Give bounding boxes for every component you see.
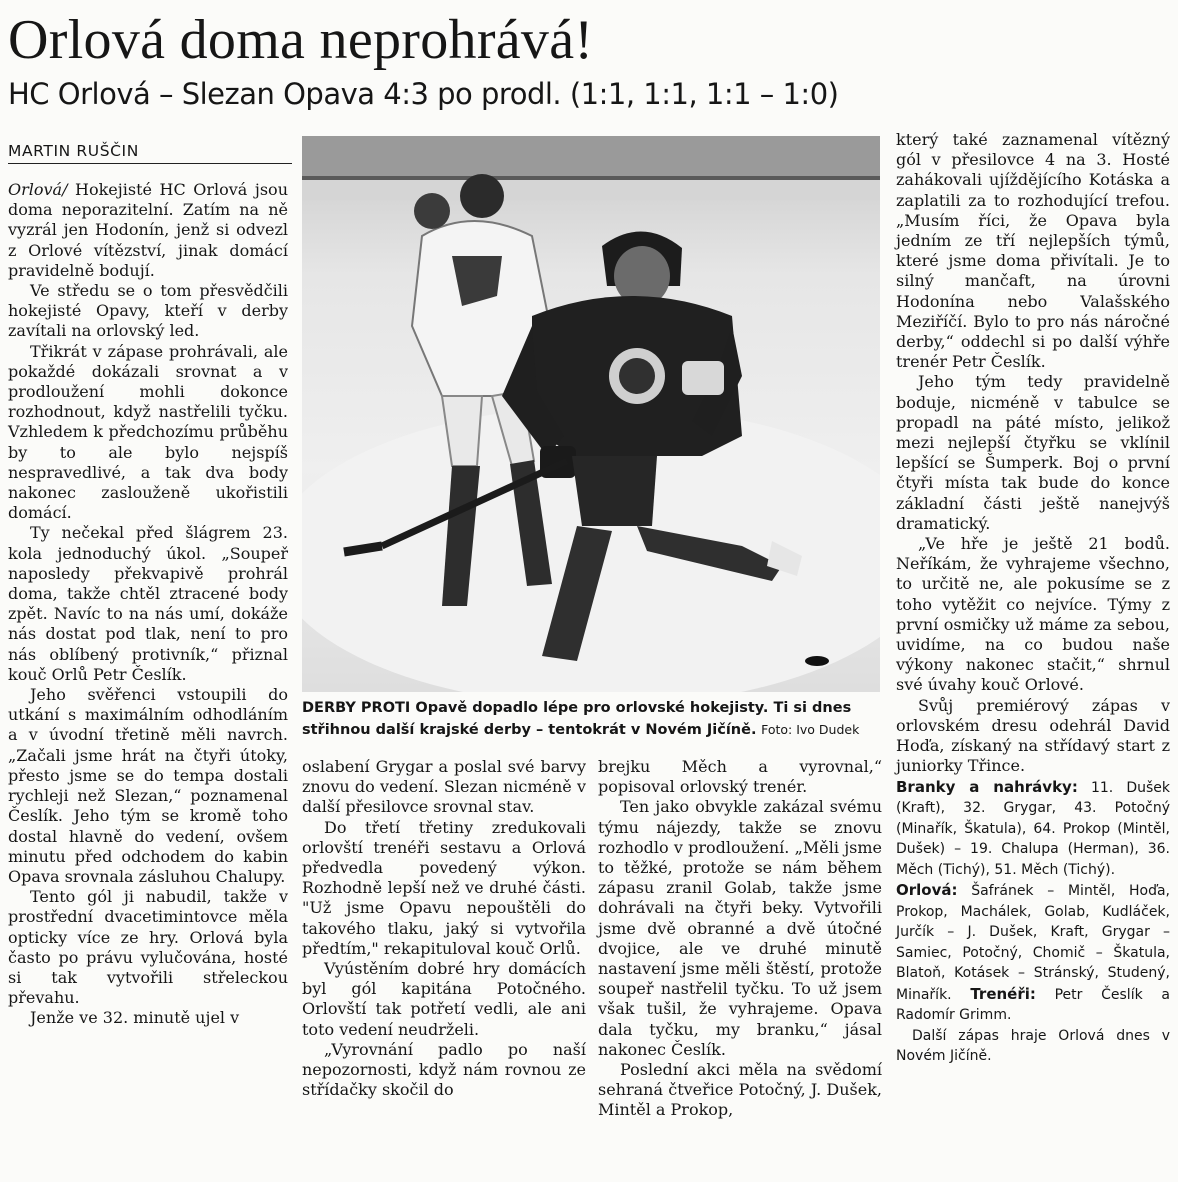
byline-divider: [8, 163, 292, 164]
paragraph: Třikrát v zápase prohrávali, ale pokaždé dokázali srovnat a v prodloužení mohli dokonce rozhodnout, když nastřelili tyčku. Vzhledem k předchozímu průběhu by to ale bylo nejspíš nespravedlivé, a tak dva body nakonec zaslouženě ukořistili domácí.: [8, 341, 288, 523]
paragraph: Tento gól ji nabudil, takže v prostřední dvacetimintovce měla opticky více ze hry. Orlová byla často po právu vylučována, hosté si tak vytvořili střeleckou převahu.: [8, 887, 288, 1008]
headline: Orlová doma neprohrává!: [8, 9, 594, 71]
subheadline-score: HC Orlová – Slezan Opava 4:3 po prodl. (1:1, 1:1, 1:1 – 1:0): [8, 77, 839, 111]
paragraph: Ty nečekal před šlágrem 23. kola jednoduchý úkol. „Soupeř naposledy překvapivě prohrál doma, takže chtěl ztracené body zpět. Navíc to na nás umí, dokáže nás dostat pod tlak, není to pro nás oblíbený protivník,“ přiznal kouč Orlů Petr Česlík.: [8, 523, 288, 684]
dateline: Orlová/: [8, 180, 68, 199]
match-lineup: [896, 880, 1170, 1026]
paragraph: „Ve hře je ještě 21 bodů. Neříkám, že vyhrajeme všechno, to určitě ne, ale pokusíme se z toho vytěžit co nejvíce. Týmy z první osmičky už máme za sebou, uvidíme, na co budou naše výkony nakonec stačit,“ shrnul své úvahy kouč Orlové.: [896, 534, 1170, 695]
hockey-photo: [302, 136, 880, 692]
paragraph: „Vyrovnání padlo po naší nepozornosti, když nám rovnou ze střídačky skočil do: [302, 1039, 586, 1100]
paragraph-text: Hokejisté HC Orlová jsou doma neporazitelní. Zatím na ně vyzrál jen Hodonín, jenž si odvezl z Orlové vítězství, jinak domácí pravidelně bodují.: [8, 180, 288, 280]
paragraph: Jeho tým tedy pravidelně boduje, nicméně v tabulce se propadl na páté místo, jelikož mezi nejlepší čtyřku se vklínil lepšící se Šumperk. Boj o první čtyři místa tak bude do konce základní části ještě nanejvýš dramatický.: [896, 372, 1170, 533]
photo-caption: [302, 698, 882, 741]
paragraph: který také zaznamenal vítězný gól v přesilovce 4 na 3. Hosté zahákovali ujíždějícího Kotáska a zaplatili za to rozhodující trefou. „Musím říci, že Opava byla jedním ze tří nejlepších týmů, které jsme doma přivítali. Je to silný mančaft, na úrovni Hodonína nebo Valašského Meziříčí. Bylo to pro nás náročné derby,“ oddechl si po další výhře trenér Petr Česlík.: [896, 130, 1170, 372]
photo-credit: Foto: Ivo Dudek: [761, 722, 860, 737]
paragraph: Poslední akci měla na svědomí sehraná čtveřice Potočný, J. Dušek, Mintěl a Prokop,: [598, 1060, 882, 1120]
goals-text: 11. Dušek (Kraft), 32. Grygar, 43. Potočný (Minařík, Škatula), 64. Prokop (Mintěl, Dušek) – 19. Chalupa (Herman), 36. Měch (Tichý), 51. Měch (Tichý).: [896, 779, 1170, 878]
lineup-text: Šafránek – Mintěl, Hoďa, Prokop, Machálek, Golab, Kudláček, Jurčík – J. Dušek, Kraft, Grygar – Samiec, Potočný, Chomič – Škatula, Blatoň, Kotásek – Stránský, Studený, Minařík.: [896, 883, 1170, 1003]
caption-lead: DERBY PROTI: [302, 700, 411, 716]
goals-label: Branky a nahrávky:: [896, 777, 1078, 796]
article-column-3: [598, 757, 882, 1121]
paragraph: Vyústěním dobré hry domácích byl gól kapitána Potočného. Orlovští tak potřetí vedli, ale ani toto vedení neudrželi.: [302, 959, 586, 1039]
paragraph: Svůj premiérový zápas v orlovském dresu odehrál David Hoďa, získaný na střídavý start z juniorky Třince.: [896, 695, 1170, 776]
caption-text: Opavě dopadlo lépe pro orlovské hokejisty. Ti si dnes střihnou další krajské derby – tentokrát v Novém Jičíně.: [302, 700, 852, 738]
article-column-4: [896, 130, 1170, 1067]
match-goals: [896, 777, 1170, 881]
byline-author: MARTIN RUŠČIN: [8, 142, 139, 160]
paragraph: Ve středu se o tom přesvědčili hokejisté Opavy, kteří v derby zavítali na orlovský led.: [8, 281, 288, 341]
coaches-label: Trenéři:: [970, 984, 1036, 1003]
paragraph: Ten jako obvykle zakázal svému týmu nájezdy, takže se znovu rozhodlo v prodloužení. „Měli jsme to těžké, protože se nám během zápasu zranil Golab, takže jsme dohrávali na čtyři beky. Vytvořili jsme dvě obranné a dvě útočné dvojice, ale ve druhé minutě nastavení jsme měli štěstí, protože soupeř nastřelil tyčku. To už jsem však tušil, že vyhrajeme. Opava dala tyčku, my branku,“ jásal nakonec Česlík.: [598, 797, 882, 1059]
paragraph: Jeho svěřenci vstoupili do utkání s maximálním odhodláním a v úvodní třetině měli navrch. „Začali jsme hrát na čtyři útoky, přesto jsme se do tempa dostali rychleji než Slezan,“ poznamenal Česlík. Jeho tým se kromě toho dostal hlavně do vedení, ovšem minutu před odchodem do kabin Opava srovnala zásluhou Chalupy.: [8, 685, 288, 886]
article-column-2: [302, 757, 586, 1100]
puck: [805, 656, 829, 666]
hockey-players-image: [302, 136, 880, 692]
paragraph: oslabení Grygar a poslal své barvy znovu do vedení. Slezan nicméně v další přesilovce srovnal stav.: [302, 757, 586, 817]
paragraph: Jenže ve 32. minutě ujel v: [30, 1008, 240, 1028]
paragraph: Do třetí třetiny zredukovali orlovští trenéři sestavu a Orlová předvedla povedený výkon. Rozhodně lepší než ve druhé části. "Už jsme Opavu nepouštěli do takového tlaku, jaký si vytvořila předtím," rekapituloval kouč Orlů.: [302, 817, 586, 958]
article-column-1: [8, 180, 288, 1029]
coaches-text: Petr Česlík a Radomír Grimm.: [896, 986, 1170, 1023]
next-match: Další zápas hraje Orlová dnes v Novém Jičíně.: [896, 1027, 1170, 1064]
lineup-label: Orlová:: [896, 881, 958, 899]
paragraph: [8, 180, 288, 281]
paragraph: brejku Měch a vyrovnal,“ popisoval orlovský trenér.: [598, 757, 882, 797]
